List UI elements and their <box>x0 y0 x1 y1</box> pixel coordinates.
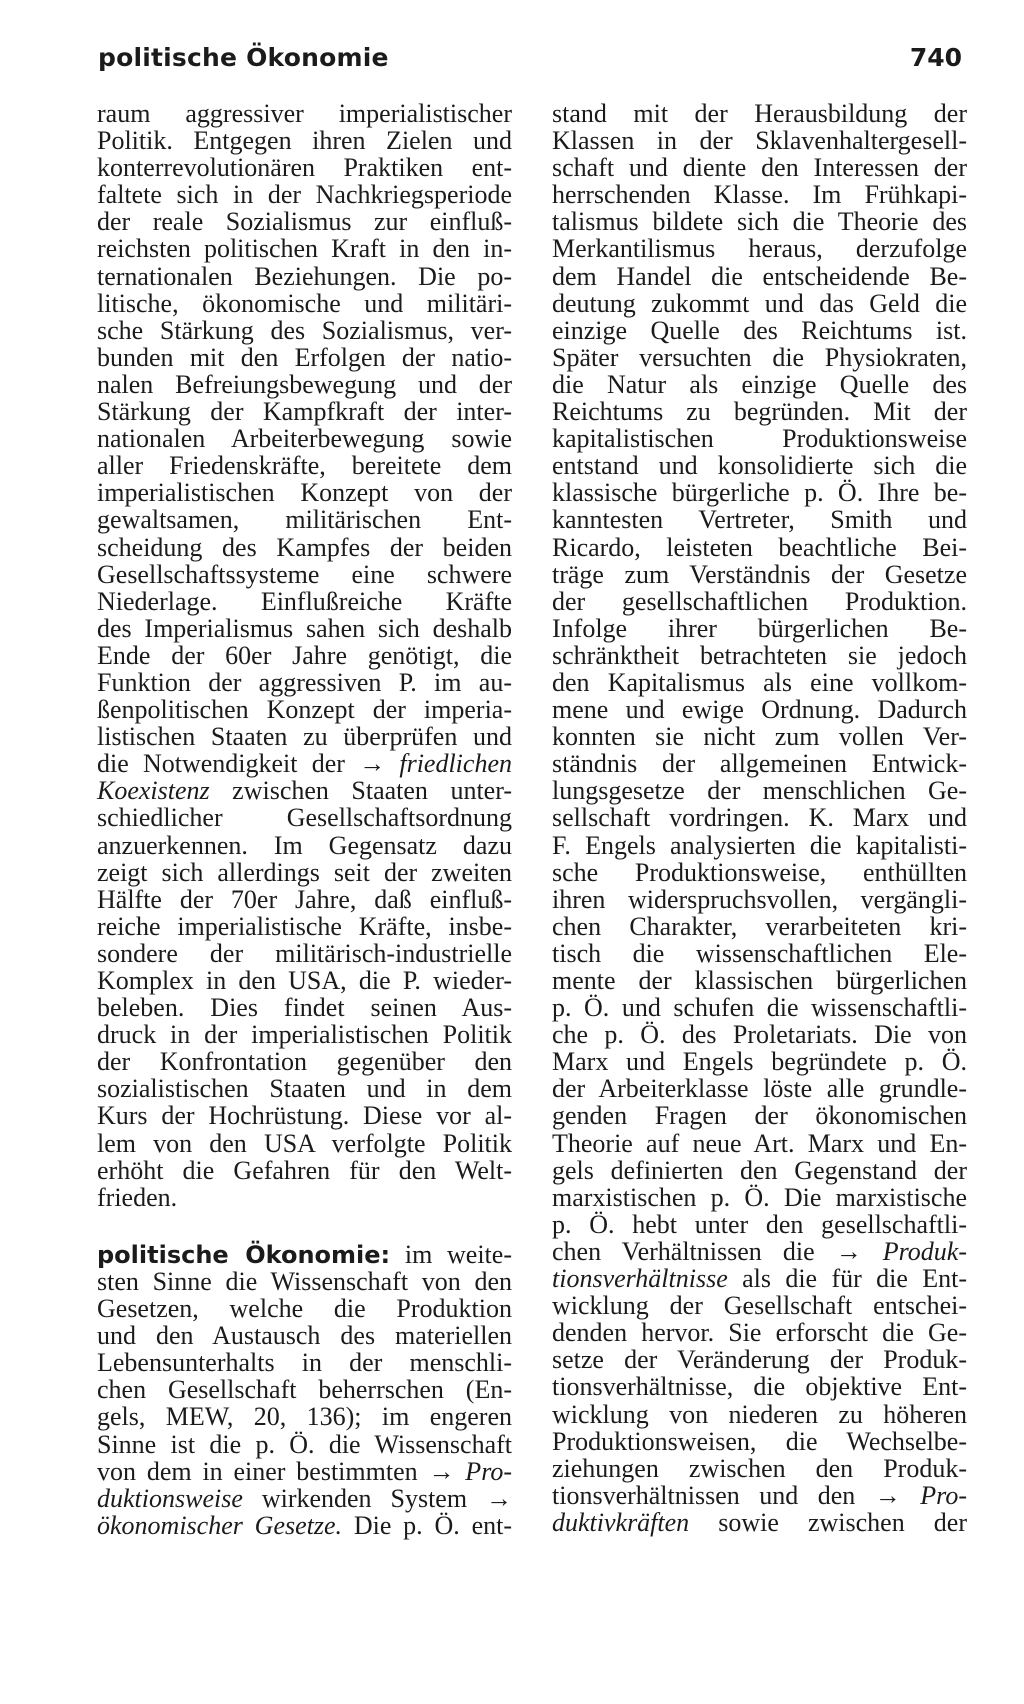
text-line: reichsten politischen Kraft in den in- <box>97 234 512 264</box>
entry-first-line: politische Ökonomie: im weite- <box>97 1239 512 1269</box>
text-line: Politik. Entgegen ihren Zielen und <box>97 126 512 156</box>
text-line: ßenpolitischen Konzept der imperia- <box>97 695 512 725</box>
text-line: ökonomischer Gesetze. Die p. Ö. ent- <box>97 1510 512 1540</box>
text-line: F. Engels analysierten die kapitalisti- <box>552 830 967 860</box>
text-line: Niederlage. Einflußreiche Kräfte <box>97 586 512 616</box>
text-line: anzuerkennen. Im Gegensatz dazu <box>97 830 512 860</box>
text-line: reiche imperialistische Kräfte, insbe- <box>97 911 512 941</box>
text-line: scheidung des Kampfes der beiden <box>97 532 512 562</box>
text-line: sondere der militärisch-industrielle <box>97 938 512 968</box>
text-line: beleben. Dies findet seinen Aus- <box>97 993 512 1023</box>
cross-reference-link[interactable]: Koexistenz <box>97 776 210 806</box>
text-line: zeigt sich allerdings seit der zweiten <box>97 857 512 887</box>
cross-reference-link[interactable]: duktionsweise <box>97 1483 243 1513</box>
text-line: gels definierten den Gegenstand der <box>552 1155 967 1185</box>
text-line: aller Friedenskräfte, bereitete dem <box>97 451 512 481</box>
text-line: faltete sich in der Nachkriegsperiode <box>97 180 512 210</box>
text-line: Funktion der aggressiven P. im au- <box>97 667 512 697</box>
text-line: tionsverhältnisse als die für die Ent- <box>552 1264 967 1294</box>
text-line: herrschenden Klasse. Im Frühkapi- <box>552 180 967 210</box>
text-line: des Imperialismus sahen sich deshalb <box>97 613 512 643</box>
text-line: dem Handel die entscheidende Be- <box>552 261 967 291</box>
left-column <box>97 100 512 1539</box>
text-line: chen Verhältnissen die → Produk- <box>552 1236 967 1266</box>
text-line: klassische bürgerliche p. Ö. Ihre be- <box>552 478 967 508</box>
text-line: imperialistischen Konzept von der <box>97 478 512 508</box>
text-line: Klassen in der Sklavenhaltergesell- <box>552 126 967 156</box>
cross-reference-link[interactable]: → Pro- <box>428 1456 513 1486</box>
text-line: duktivkräften sowie zwischen der <box>552 1507 967 1537</box>
text-line: listischen Staaten zu überprüfen und <box>97 722 512 752</box>
entry-gap <box>97 1211 512 1241</box>
text-line: schiedlicher Gesellschaftsordnung <box>97 803 512 833</box>
text-line: lem von den USA verfolgte Politik <box>97 1128 512 1158</box>
text-line: bunden mit den Erfolgen der natio- <box>97 342 512 372</box>
text-line: talismus bildete sich die Theorie des <box>552 207 967 237</box>
text-line: mente der klassischen bürgerlichen <box>552 966 967 995</box>
text-line: nalen Befreiungsbewegung und der <box>97 369 512 399</box>
text-line: raum aggressiver imperialistischer <box>97 99 512 128</box>
text-line: tionsverhältnissen und den → Pro- <box>552 1480 967 1510</box>
text-line: Ricardo, leisteten beachtliche Bei- <box>552 532 967 562</box>
cross-reference-link[interactable]: → friedlichen <box>359 749 512 779</box>
text-line: chen Gesellschaft beherrschen (En- <box>97 1375 512 1405</box>
cross-reference-link[interactable]: tionsverhältnisse <box>552 1264 728 1294</box>
text-line: gewaltsamen, militärischen Ent- <box>97 505 512 535</box>
text-line: wicklung von niederen zu höheren <box>552 1399 967 1429</box>
text-line: die Natur als einzige Quelle des <box>552 369 967 399</box>
text-line: nationalen Arbeiterbewegung sowie <box>97 424 512 454</box>
page-number: 740 <box>909 43 962 72</box>
text-line: der Arbeiterklasse löste alle grundle- <box>552 1074 967 1104</box>
cross-reference-link[interactable]: → Pro- <box>874 1480 967 1510</box>
text-line: setze der Veränderung der Produk- <box>552 1345 967 1375</box>
text-line: konterrevolutionären Praktiken ent- <box>97 153 512 183</box>
text-line: der reale Sozialismus zur einfluß- <box>97 207 512 237</box>
entry-body <box>97 1268 512 1458</box>
text-line: Marx und Engels begründete p. Ö. <box>552 1047 967 1077</box>
text-line: deutung zukommt und das Geld die <box>552 288 967 318</box>
text-line: tionsverhältnisse, die objektive Ent- <box>552 1372 967 1402</box>
entry-keyword: politische Ökonomie: <box>97 1240 391 1269</box>
text-line: Reichtums zu begründen. Mit der <box>552 397 967 427</box>
text-line: che p. Ö. des Proletariats. Die von <box>552 1020 967 1050</box>
text-line: genden Fragen der ökonomischen <box>552 1101 967 1131</box>
text-line: mene und ewige Ordnung. Dadurch <box>552 695 967 725</box>
text-line: frieden. <box>97 1182 178 1212</box>
text-line: Gesetzen, welche die Produktion <box>97 1294 512 1324</box>
text-line: Produktionsweisen, die Wechselbe- <box>552 1426 967 1456</box>
text-line: die Notwendigkeit der → friedlichen <box>97 749 512 779</box>
text-line: chen Charakter, verarbeiteten kri- <box>552 911 967 941</box>
text-line: duktionsweise wirkenden System → <box>97 1483 512 1513</box>
text-line: litische, ökonomische und militäri- <box>97 288 512 318</box>
text-line: gels, MEW, 20, 136); im engeren <box>97 1402 512 1432</box>
text-line: Theorie auf neue Art. Marx und En- <box>552 1128 967 1158</box>
text-line: ständnis der allgemeinen Entwick- <box>552 749 967 779</box>
text-line: Kurs der Hochrüstung. Diese vor al- <box>97 1101 512 1131</box>
text-line: Koexistenz zwischen Staaten unter- <box>97 776 512 806</box>
right-column <box>552 100 967 1536</box>
cross-reference-link[interactable]: ökonomischer Gesetze. <box>97 1510 343 1540</box>
text-line: wicklung der Gesellschaft entschei- <box>552 1291 967 1321</box>
text-line: Infolge ihrer bürgerlichen Be- <box>552 613 967 643</box>
text-line: schränktheit betrachteten sie jedoch <box>552 640 967 670</box>
text-line: erhöht die Gefahren für den Welt- <box>97 1155 512 1185</box>
text-line: Sinne ist die p. Ö. die Wissenschaft <box>97 1429 512 1459</box>
text-line: ziehungen zwischen den Produk- <box>552 1453 967 1483</box>
text-line: lungsgesetze der menschlichen Ge- <box>552 776 967 806</box>
page-header-title: politische Ökonomie <box>98 43 389 72</box>
text-line: ternationalen Beziehungen. Die po- <box>97 261 512 291</box>
text-line: einzige Quelle des Reichtums ist. <box>552 315 967 345</box>
text-line: Ende der 60er Jahre genötigt, die <box>97 640 512 670</box>
text-line: Lebensunterhalts in der menschli- <box>97 1348 512 1378</box>
text-line: sche Produktionsweise, enthüllten <box>552 857 967 887</box>
text-line: Komplex in den USA, die P. wieder- <box>97 966 512 995</box>
cross-reference-link[interactable]: duktivkräften <box>552 1507 690 1537</box>
text-line: Gesellschaftssysteme eine schwere <box>97 559 512 589</box>
text-line: kanntesten Vertreter, Smith und <box>552 505 967 535</box>
text-line: sten Sinne die Wissenschaft von den <box>97 1266 512 1296</box>
right-column-body-continued <box>552 1292 967 1482</box>
text-line: Stärkung der Kampfkraft der inter- <box>97 397 512 427</box>
text-line: denden hervor. Sie erforscht die Ge- <box>552 1318 967 1348</box>
right-column-body <box>552 100 967 1238</box>
text-line: marxistischen p. Ö. Die marxistische <box>552 1182 967 1212</box>
text-line: sche Stärkung des Sozialismus, ver- <box>97 315 512 345</box>
left-column-body <box>97 100 512 750</box>
text-line: der gesellschaftlichen Produktion. <box>552 586 967 616</box>
text-line: schaft und diente den Interessen der <box>552 153 967 183</box>
text-line: p. Ö. und schufen die wissenschaftli- <box>552 993 967 1023</box>
text-line: und den Austausch des materiellen <box>97 1321 512 1351</box>
text-line: von dem in einer bestimmten → Pro- <box>97 1456 513 1486</box>
text-line: konnten sie nicht zum vollen Ver- <box>552 722 967 752</box>
text-line: p. Ö. hebt unter den gesellschaftli- <box>552 1209 967 1239</box>
text-line: Hälfte der 70er Jahre, daß einfluß- <box>97 884 512 914</box>
text-line: kapitalistischen Produktionsweise <box>552 424 967 454</box>
text-line: sozialistischen Staaten und in dem <box>97 1074 512 1104</box>
text-line: ihren widerspruchsvollen, vergängli- <box>552 884 967 914</box>
text-line: tisch die wissenschaftlichen Ele- <box>552 938 967 968</box>
text-line: den Kapitalismus als eine vollkom- <box>552 667 967 697</box>
text-line: entstand und konsolidierte sich die <box>552 451 967 481</box>
text-line: träge zum Verständnis der Gesetze <box>552 559 967 589</box>
text-line: druck in der imperialistischen Politik <box>97 1020 512 1050</box>
text-line: Später versuchten die Physiokraten, <box>552 342 967 372</box>
left-column-body-continued <box>97 804 512 1210</box>
text-line: sellschaft vordringen. K. Marx und <box>552 803 967 833</box>
text-line: Merkantilismus heraus, derzufolge <box>552 234 967 264</box>
text-line: der Konfrontation gegenüber den <box>97 1047 512 1077</box>
cross-reference-link[interactable]: → Produk- <box>835 1236 967 1266</box>
text-line: stand mit der Herausbildung der <box>552 99 967 128</box>
